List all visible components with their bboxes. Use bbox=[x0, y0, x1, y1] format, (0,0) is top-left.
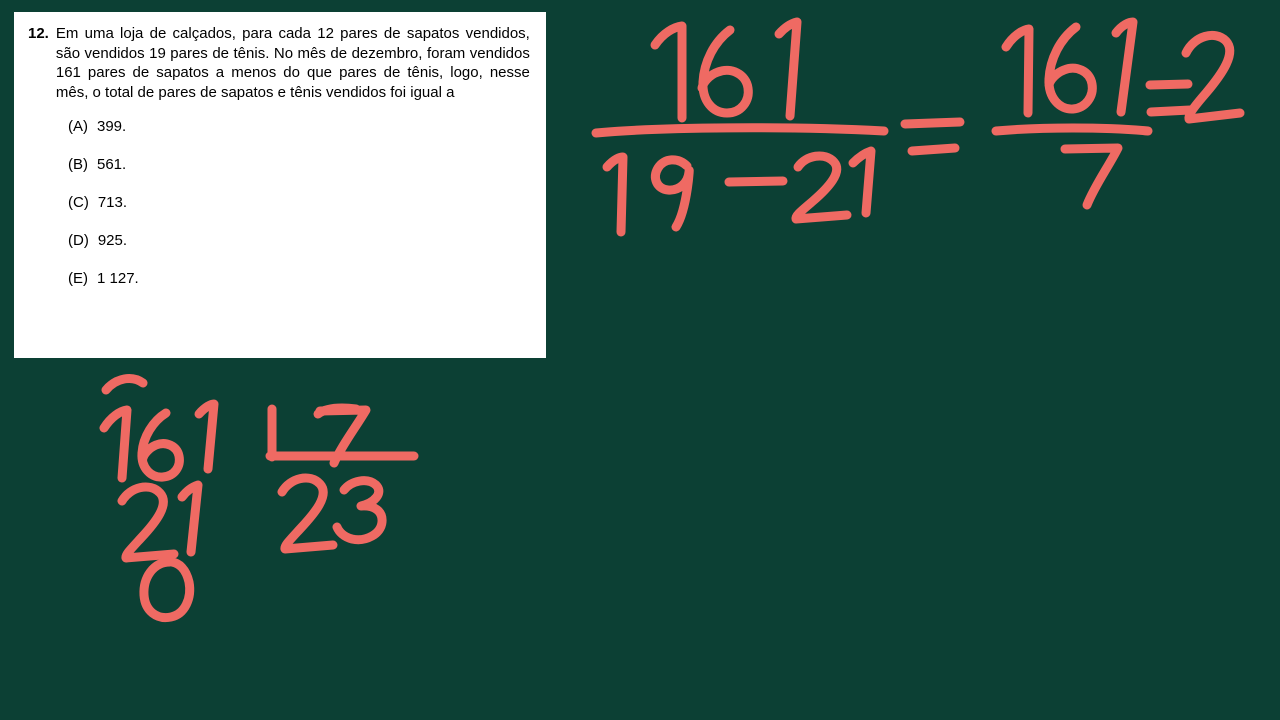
option-a-label: (A) bbox=[68, 118, 88, 135]
ink-fraction2-numerator-161 bbox=[1006, 22, 1133, 113]
option-c-label: (C) bbox=[68, 194, 89, 211]
ink-equals-sign-1 bbox=[905, 122, 960, 151]
ink-division-step-21 bbox=[122, 485, 198, 558]
option-d-value: 925. bbox=[97, 232, 128, 249]
ink-fraction-numerator-161 bbox=[655, 22, 797, 118]
ink-fraction-denominator bbox=[607, 151, 871, 232]
option-a-value: 399. bbox=[97, 118, 127, 135]
ink-division-quotient-23 bbox=[282, 478, 382, 549]
ink-result-2 bbox=[1186, 35, 1240, 119]
ink-division-divisor-7 bbox=[318, 408, 366, 463]
option-b-label: (B) bbox=[68, 156, 88, 173]
answer-options-list bbox=[28, 118, 532, 287]
ink-fraction-bar-2 bbox=[996, 128, 1148, 131]
option-d[interactable] bbox=[28, 232, 532, 249]
ink-fraction-bar-main bbox=[596, 128, 884, 133]
ink-equals-sign-2 bbox=[1150, 84, 1190, 112]
ink-division-bracket bbox=[270, 409, 414, 457]
option-c[interactable] bbox=[28, 194, 532, 211]
ink-fraction2-denominator-7 bbox=[1065, 148, 1118, 205]
question-header bbox=[28, 24, 532, 102]
option-c-value: 713. bbox=[97, 194, 128, 211]
question-text: Em uma loja de calçados, para cada 12 pares de sapatos vendidos, são vendidos 19 pares de tênis. No mês de dezembro, foram vendidos 161 pares de sapatos a menos do que pares de tênis, logo, nesse mês, o total de pares de sapatos e tênis vendidos foi igual a bbox=[55, 25, 530, 101]
option-b-value: 561. bbox=[97, 156, 127, 173]
option-a[interactable] bbox=[28, 118, 532, 135]
option-e-value: 1 127. bbox=[97, 270, 139, 287]
question-number: 12. bbox=[28, 25, 49, 42]
option-e[interactable] bbox=[28, 270, 532, 287]
option-e-label: (E) bbox=[68, 270, 88, 287]
question-card bbox=[14, 12, 546, 358]
ink-division-remainder-0 bbox=[144, 562, 190, 618]
ink-division-dividend-161 bbox=[104, 379, 214, 478]
option-d-label: (D) bbox=[68, 232, 89, 249]
option-b[interactable] bbox=[28, 156, 532, 173]
